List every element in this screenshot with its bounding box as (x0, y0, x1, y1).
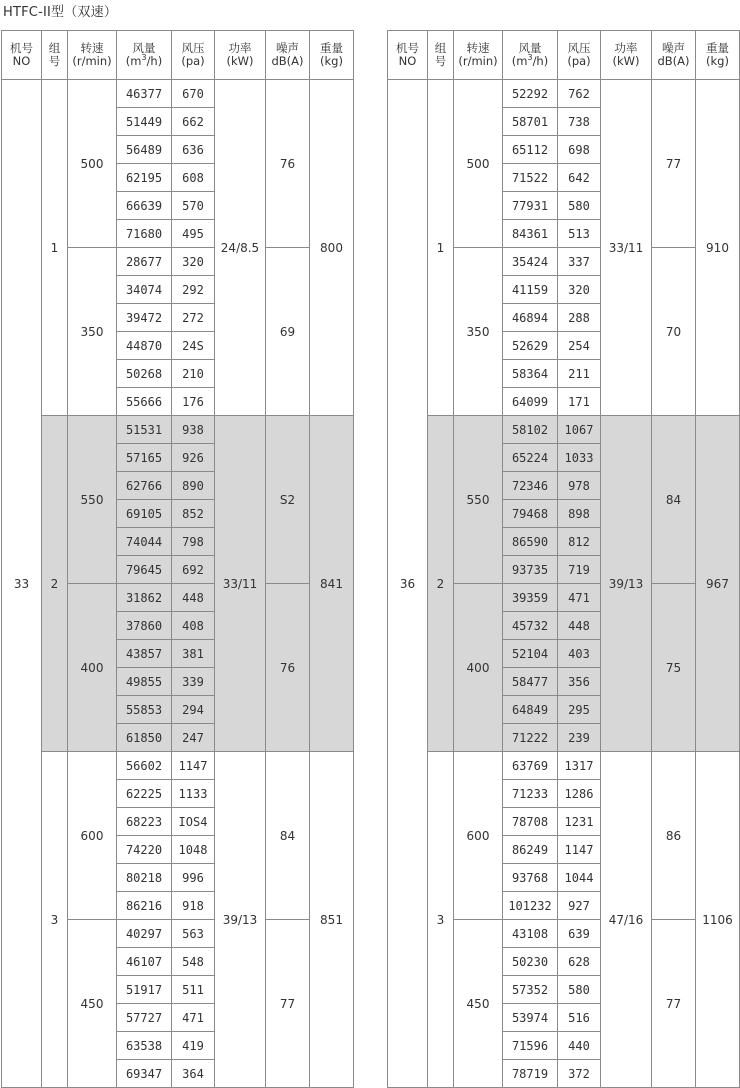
power-cell: 24/8.5 (215, 80, 266, 416)
airflow-cell: 41159 (503, 276, 558, 304)
power-cell: 33/11 (601, 80, 652, 416)
pressure-cell: 570 (172, 192, 215, 220)
group-no-cell: 3 (428, 752, 454, 1088)
airflow-cell: 61850 (117, 724, 172, 752)
speed-cell: 400 (454, 584, 503, 752)
airflow-cell: 49855 (117, 668, 172, 696)
speed-cell: 450 (454, 920, 503, 1088)
pressure-cell: 639 (558, 920, 601, 948)
header-speed: 转速 (r/min) (68, 31, 117, 80)
pressure-cell: 381 (172, 640, 215, 668)
table-row (2, 416, 354, 444)
header-group-no: 组 号 (42, 31, 68, 80)
airflow-cell: 65112 (503, 136, 558, 164)
airflow-cell: 53974 (503, 1004, 558, 1032)
pressure-cell: 1048 (172, 836, 215, 864)
pressure-cell: 762 (558, 80, 601, 108)
airflow-cell: 93735 (503, 556, 558, 584)
airflow-cell: 31862 (117, 584, 172, 612)
header-pressure: 风压 (pa) (558, 31, 601, 80)
weight-cell: 800 (310, 80, 354, 416)
airflow-cell: 74220 (117, 836, 172, 864)
airflow-cell: 39472 (117, 304, 172, 332)
airflow-cell: 46377 (117, 80, 172, 108)
pressure-cell: 719 (558, 556, 601, 584)
airflow-cell: 55853 (117, 696, 172, 724)
airflow-cell: 72346 (503, 472, 558, 500)
airflow-cell: 64849 (503, 696, 558, 724)
pressure-cell: 642 (558, 164, 601, 192)
pressure-cell: 372 (558, 1060, 601, 1088)
pressure-cell: 670 (172, 80, 215, 108)
pressure-cell: 852 (172, 500, 215, 528)
pressure-cell: 812 (558, 528, 601, 556)
airflow-cell: 68223 (117, 808, 172, 836)
airflow-cell: 57165 (117, 444, 172, 472)
group-no-cell: 2 (42, 416, 68, 752)
pressure-cell: 24S (172, 332, 215, 360)
pressure-cell: IOS4 (172, 808, 215, 836)
pressure-cell: 440 (558, 1032, 601, 1060)
noise-cell: 77 (652, 80, 696, 248)
pressure-cell: 580 (558, 192, 601, 220)
pressure-cell: 292 (172, 276, 215, 304)
airflow-cell: 58701 (503, 108, 558, 136)
pressure-cell: 448 (172, 584, 215, 612)
pressure-cell: 1044 (558, 864, 601, 892)
table-row (2, 752, 354, 780)
speed-cell: 550 (454, 416, 503, 584)
airflow-cell: 86590 (503, 528, 558, 556)
airflow-cell: 52629 (503, 332, 558, 360)
pressure-cell: 337 (558, 248, 601, 276)
speed-cell: 500 (454, 80, 503, 248)
header-pressure: 风压 (pa) (172, 31, 215, 80)
noise-cell: 75 (652, 584, 696, 752)
pressure-cell: 938 (172, 416, 215, 444)
group-no-cell: 2 (428, 416, 454, 752)
table-row (388, 752, 740, 780)
airflow-cell: 40297 (117, 920, 172, 948)
airflow-cell: 50230 (503, 948, 558, 976)
table-row (2, 80, 354, 108)
table-row (388, 80, 740, 108)
airflow-cell: 37860 (117, 612, 172, 640)
power-cell: 47/16 (601, 752, 652, 1088)
airflow-cell: 58477 (503, 668, 558, 696)
noise-cell: 84 (266, 752, 310, 920)
pressure-cell: 320 (558, 276, 601, 304)
header-machine-no: 机号 NO (388, 31, 428, 80)
pressure-cell: 339 (172, 668, 215, 696)
pressure-cell: 636 (172, 136, 215, 164)
pressure-cell: 210 (172, 360, 215, 388)
airflow-cell: 56602 (117, 752, 172, 780)
weight-cell: 910 (696, 80, 740, 416)
table-row (388, 416, 740, 444)
header-power: 功率 (kW) (601, 31, 652, 80)
pressure-cell: 513 (558, 220, 601, 248)
pressure-cell: 1317 (558, 752, 601, 780)
airflow-cell: 62766 (117, 472, 172, 500)
airflow-cell: 71233 (503, 780, 558, 808)
header-machine-no: 机号 NO (2, 31, 42, 80)
airflow-cell: 35424 (503, 248, 558, 276)
header-weight: 重量 (kg) (310, 31, 354, 80)
airflow-cell: 79468 (503, 500, 558, 528)
airflow-cell: 52104 (503, 640, 558, 668)
spec-table-left (1, 30, 354, 1088)
airflow-cell: 62195 (117, 164, 172, 192)
group-no-cell: 3 (42, 752, 68, 1088)
airflow-cell: 51917 (117, 976, 172, 1004)
pressure-cell: 516 (558, 1004, 601, 1032)
speed-cell: 350 (454, 248, 503, 416)
noise-cell: 86 (652, 752, 696, 920)
pressure-cell: 1067 (558, 416, 601, 444)
airflow-cell: 101232 (503, 892, 558, 920)
noise-cell: 69 (266, 248, 310, 416)
pressure-cell: 320 (172, 248, 215, 276)
airflow-cell: 69105 (117, 500, 172, 528)
airflow-cell: 77931 (503, 192, 558, 220)
machine-no-cell: 36 (388, 80, 428, 1088)
pressure-cell: 356 (558, 668, 601, 696)
power-cell: 39/13 (601, 416, 652, 752)
airflow-cell: 28677 (117, 248, 172, 276)
airflow-cell: 74044 (117, 528, 172, 556)
pressure-cell: 254 (558, 332, 601, 360)
spec-table-right (387, 30, 740, 1088)
speed-cell: 400 (68, 584, 117, 752)
weight-cell: 1106 (696, 752, 740, 1088)
weight-cell: 851 (310, 752, 354, 1088)
pressure-cell: 563 (172, 920, 215, 948)
airflow-cell: 69347 (117, 1060, 172, 1088)
speed-cell: 350 (68, 248, 117, 416)
speed-cell: 600 (68, 752, 117, 920)
pressure-cell: 608 (172, 164, 215, 192)
pressure-cell: 171 (558, 388, 601, 416)
pressure-cell: 927 (558, 892, 601, 920)
airflow-cell: 71680 (117, 220, 172, 248)
airflow-cell: 57352 (503, 976, 558, 1004)
machine-no-cell: 33 (2, 80, 42, 1088)
pressure-cell: 211 (558, 360, 601, 388)
airflow-cell: 43108 (503, 920, 558, 948)
pressure-cell: 176 (172, 388, 215, 416)
weight-cell: 841 (310, 416, 354, 752)
airflow-cell: 93768 (503, 864, 558, 892)
noise-cell: 84 (652, 416, 696, 584)
airflow-cell: 51449 (117, 108, 172, 136)
noise-cell: S2 (266, 416, 310, 584)
airflow-cell: 58102 (503, 416, 558, 444)
pressure-cell: 288 (558, 304, 601, 332)
airflow-cell: 55666 (117, 388, 172, 416)
pressure-cell: 978 (558, 472, 601, 500)
noise-cell: 76 (266, 584, 310, 752)
airflow-cell: 78708 (503, 808, 558, 836)
pressure-cell: 1033 (558, 444, 601, 472)
airflow-cell: 56489 (117, 136, 172, 164)
airflow-cell: 46107 (117, 948, 172, 976)
airflow-cell: 63538 (117, 1032, 172, 1060)
pressure-cell: 926 (172, 444, 215, 472)
header-airflow: 风量 $(m^3/h)$ (117, 31, 172, 80)
pressure-cell: 662 (172, 108, 215, 136)
pressure-cell: 628 (558, 948, 601, 976)
airflow-cell: 65224 (503, 444, 558, 472)
pressure-cell: 403 (558, 640, 601, 668)
page-title: HTFC-II型（双速） (3, 5, 118, 20)
pressure-cell: 495 (172, 220, 215, 248)
noise-cell: 70 (652, 248, 696, 416)
noise-cell: 77 (652, 920, 696, 1088)
airflow-cell: 43857 (117, 640, 172, 668)
pressure-cell: 247 (172, 724, 215, 752)
airflow-cell: 52292 (503, 80, 558, 108)
power-cell: 33/11 (215, 416, 266, 752)
airflow-cell: 50268 (117, 360, 172, 388)
pressure-cell: 1286 (558, 780, 601, 808)
airflow-cell: 63769 (503, 752, 558, 780)
pressure-cell: 1231 (558, 808, 601, 836)
speed-cell: 550 (68, 416, 117, 584)
pressure-cell: 471 (558, 584, 601, 612)
airflow-cell: 64099 (503, 388, 558, 416)
pressure-cell: 1147 (558, 836, 601, 864)
pressure-cell: 890 (172, 472, 215, 500)
header-airflow: 风量 $(m^3/h)$ (503, 31, 558, 80)
pressure-cell: 1147 (172, 752, 215, 780)
noise-cell: 77 (266, 920, 310, 1088)
pressure-cell: 698 (558, 136, 601, 164)
header-noise: 噪声 dB(A) (652, 31, 696, 80)
airflow-cell: 39359 (503, 584, 558, 612)
pressure-cell: 272 (172, 304, 215, 332)
pressure-cell: 295 (558, 696, 601, 724)
pressure-cell: 511 (172, 976, 215, 1004)
pressure-cell: 798 (172, 528, 215, 556)
pressure-cell: 239 (558, 724, 601, 752)
airflow-cell: 86249 (503, 836, 558, 864)
pressure-cell: 1133 (172, 780, 215, 808)
speed-cell: 500 (68, 80, 117, 248)
airflow-cell: 57727 (117, 1004, 172, 1032)
power-cell: 39/13 (215, 752, 266, 1088)
group-no-cell: 1 (42, 80, 68, 416)
airflow-cell: 86216 (117, 892, 172, 920)
speed-cell: 450 (68, 920, 117, 1088)
airflow-cell: 66639 (117, 192, 172, 220)
pressure-cell: 419 (172, 1032, 215, 1060)
pressure-cell: 996 (172, 864, 215, 892)
pressure-cell: 294 (172, 696, 215, 724)
airflow-cell: 71522 (503, 164, 558, 192)
airflow-cell: 51531 (117, 416, 172, 444)
header-power: 功率 (kW) (215, 31, 266, 80)
group-no-cell: 1 (428, 80, 454, 416)
pressure-cell: 580 (558, 976, 601, 1004)
airflow-cell: 71222 (503, 724, 558, 752)
airflow-cell: 78719 (503, 1060, 558, 1088)
header-speed: 转速 (r/min) (454, 31, 503, 80)
pressure-cell: 471 (172, 1004, 215, 1032)
pressure-cell: 364 (172, 1060, 215, 1088)
pressure-cell: 738 (558, 108, 601, 136)
pressure-cell: 898 (558, 500, 601, 528)
weight-cell: 967 (696, 416, 740, 752)
airflow-cell: 80218 (117, 864, 172, 892)
pressure-cell: 408 (172, 612, 215, 640)
airflow-cell: 58364 (503, 360, 558, 388)
speed-cell: 600 (454, 752, 503, 920)
airflow-cell: 79645 (117, 556, 172, 584)
pressure-cell: 548 (172, 948, 215, 976)
airflow-cell: 34074 (117, 276, 172, 304)
pressure-cell: 692 (172, 556, 215, 584)
header-noise: 噪声 dB(A) (266, 31, 310, 80)
airflow-cell: 46894 (503, 304, 558, 332)
airflow-cell: 44870 (117, 332, 172, 360)
header-group-no: 组 号 (428, 31, 454, 80)
airflow-cell: 84361 (503, 220, 558, 248)
airflow-cell: 45732 (503, 612, 558, 640)
airflow-cell: 71596 (503, 1032, 558, 1060)
pressure-cell: 448 (558, 612, 601, 640)
airflow-cell: 62225 (117, 780, 172, 808)
pressure-cell: 918 (172, 892, 215, 920)
noise-cell: 76 (266, 80, 310, 248)
header-weight: 重量 (kg) (696, 31, 740, 80)
